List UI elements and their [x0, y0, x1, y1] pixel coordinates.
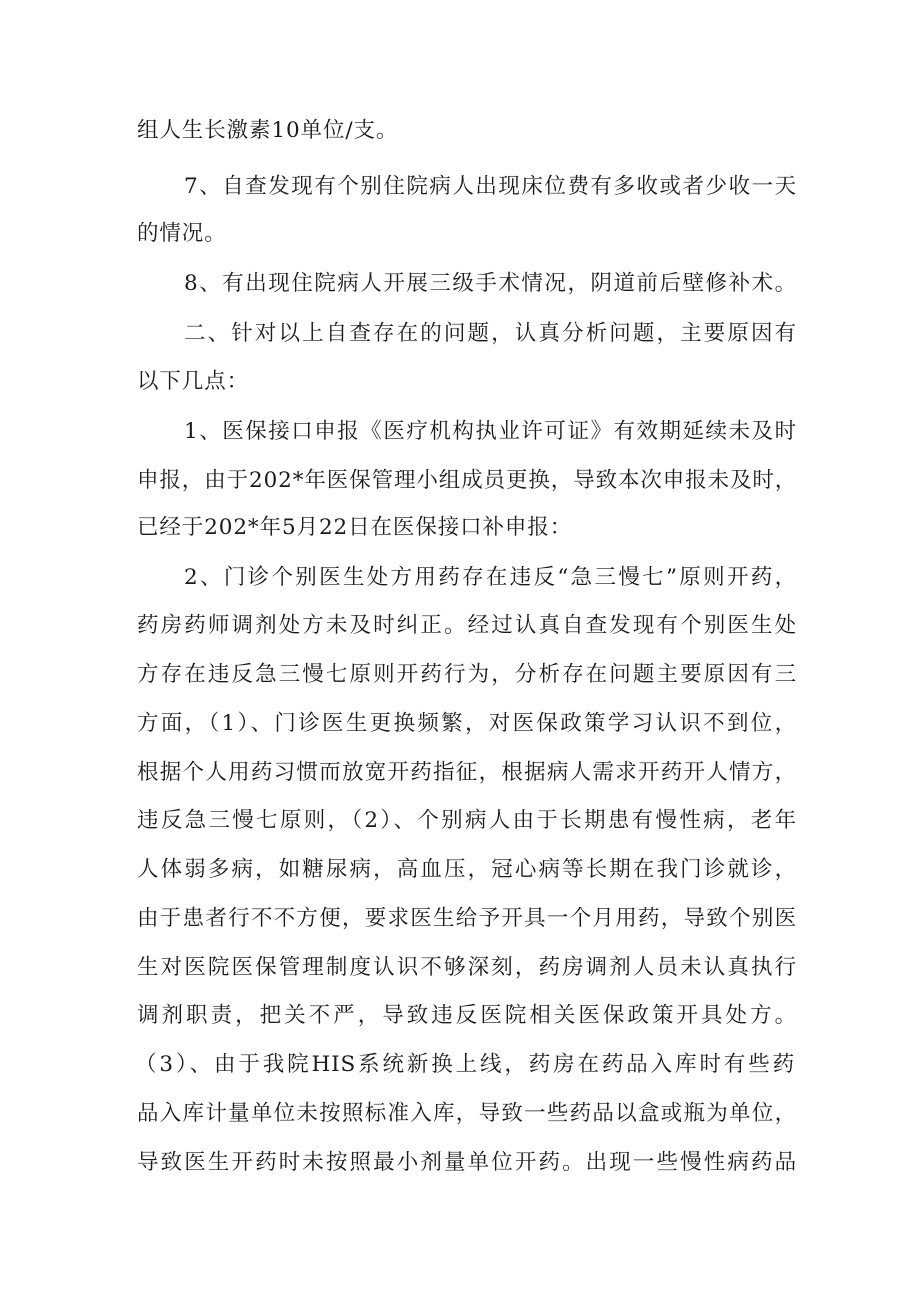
text-line: 由于患者行不不方便，要求医生给予开具一个月用药，导致个别医 — [137, 906, 797, 931]
text-line: 2、门诊个别医生处方用药存在违反“急三慢七”原则开药， — [184, 565, 797, 590]
text-line: （3）、由于我院HIS系统新换上线，药房在药品入库时有些药 — [135, 1052, 795, 1077]
text-line: 人体弱多病，如糖尿病，高血压，冠心病等长期在我门诊就诊， — [137, 857, 797, 882]
text-line: 药房药师调剂处方未及时纠正。经过认真自查发现有个别医生处 — [137, 613, 797, 638]
text-line: 申报，由于202*年医保管理小组成员更换，导致本次申报未及时， — [137, 468, 798, 493]
text-line: 导致医生开药时未按照最小剂量单位开药。出现一些慢性病药品 — [137, 1150, 797, 1175]
text-line: 品入库计量单位未按照标准入库，导致一些药品以盒或瓶为单位， — [137, 1101, 797, 1126]
text-line: 调剂职责，把关不严，导致违反医院相关医保政策开具处方。 — [137, 1003, 797, 1028]
text-line: 违反急三慢七原则，（2）、个别病人由于长期患有慢性病，老年 — [137, 808, 797, 833]
text-line: 以下几点： — [137, 369, 250, 394]
text-line: 1、医保接口申报《医疗机构执业许可证》有效期延续未及时 — [184, 419, 797, 444]
text-line: 的情况。 — [137, 221, 227, 246]
text-line: 方面，（1）、门诊医生更换频繁，对医保政策学习认识不到位， — [137, 711, 797, 736]
text-line: 方存在违反急三慢七原则开药行为，分析存在问题主要原因有三 — [137, 662, 797, 687]
text-line: 7、自查发现有个别住院病人出现床位费有多收或者少收一天 — [184, 174, 797, 199]
text-line: 已经于202*年5月22日在医保接口补申报： — [137, 515, 573, 540]
text-line: 组人生长激素10单位/支。 — [137, 118, 399, 143]
text-line: 8、有出现住院病人开展三级手术情况，阴道前后壁修补术。 — [184, 271, 797, 296]
text-line: 二、针对以上自查存在的问题，认真分析问题，主要原因有 — [184, 321, 797, 346]
text-line: 根据个人用药习惯而放宽开药指征，根据病人需求开药开人情方， — [137, 760, 797, 785]
text-line: 生对医院医保管理制度认识不够深刻，药房调剂人员未认真执行 — [137, 955, 797, 980]
